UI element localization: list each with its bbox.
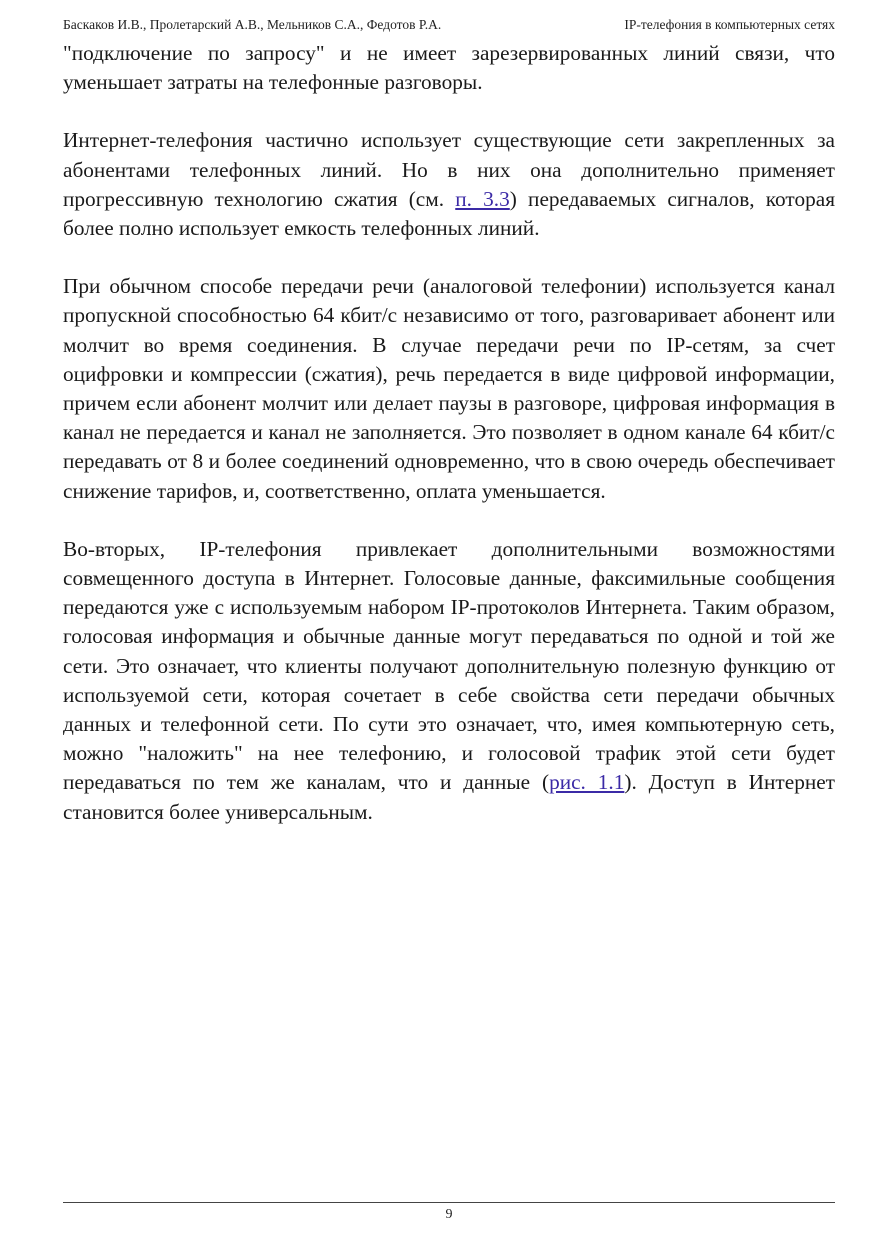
paragraph-4 (63, 535, 835, 827)
paragraph-2-text-after: ) передаваемых сигналов, которая более полно использует емкость телефонных линий. (63, 186, 835, 241)
document-body (63, 39, 835, 827)
paragraph-spacer (63, 243, 835, 272)
section-3-3-link[interactable]: п. 3.3 (455, 186, 510, 211)
header-title: IP-телефония в компьютерных сетях (624, 17, 835, 32)
header-authors: Баскаков И.В., Пролетарский А.В., Мельников С.А., Федотов Р.А. (63, 17, 442, 32)
paragraph-1: "подключение по запросу" и не имеет зарезервированных линий связи, что уменьшает затраты на телефонные разговоры. (63, 41, 835, 95)
footer-divider (63, 1202, 835, 1203)
paragraph-4-text-after: ). Доступ в Интернет становится более универсальным. (63, 770, 835, 824)
paragraph-2-text-before: Интернет-телефония частично использует существующие сети закрепленных за абонентами телефонных линий. Но в них она дополнительно применяет прогрессивную технологию сжатия (см. (63, 128, 835, 211)
page-number: 9 (445, 1207, 453, 1222)
paragraph-2 (63, 126, 835, 243)
paragraph-4-text-before: Во-вторых, IP-телефония привлекает дополнительными возможностями совмещенного доступа в Интернет. Голосовые данные, факсимильные сообщения передаются уже с используемым набором IP-протоколов Интернета. Таким образом, голосовая информация и обычные данные могут передаваться по одной и той же сети. Это означает, что клиенты получают дополнительную полезную функцию от используемой сети, которая сочетает в себе свойства сети передачи обычных данных и телефонной сети. По сути это означает, что, имея компьютерную сеть, можно "наложить" на нее телефонию, и голосовой трафик этой сети будет передаваться по тем же каналам, что и данные ( (63, 536, 835, 795)
paragraph-spacer (63, 506, 835, 535)
figure-1-1-link[interactable]: рис. 1.1 (549, 770, 625, 795)
paragraph-spacer (63, 97, 835, 126)
page-header (63, 15, 835, 35)
paragraph-3: При обычном способе передачи речи (аналоговой телефонии) используется канал пропускной способностью 64 кбит/с независимо от того, разговаривает абонент или молчит во время соединения. В случае передачи речи по IP-сетям, за счет оцифровки и компрессии (сжатия), речь передается в виде цифровой информации, причем если абонент молчит или делает паузы в разговоре, цифровая информация в канал не передается и канал не заполняется. Это позволяет в одном канале 64 кбит/с передавать от 8 и более соединений одновременно, что в свою очередь обеспечивает снижение тарифов, и, соответственно, оплата уменьшается. (63, 274, 835, 503)
